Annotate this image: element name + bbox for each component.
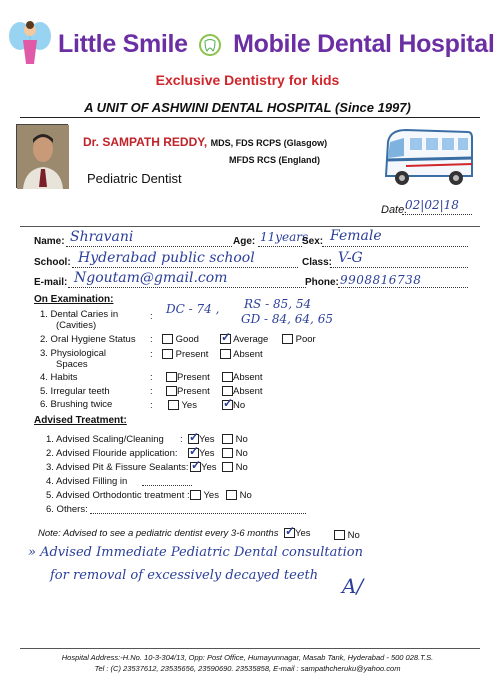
scaling-yes-checkbox[interactable]	[188, 434, 199, 444]
sex-label: Sex:	[302, 236, 324, 247]
sex-value: Female	[330, 228, 382, 244]
caries-colon: :	[150, 311, 153, 322]
sex-line	[322, 246, 468, 247]
pit-label: 3. Advised Pit & Fissure Sealants:	[46, 462, 189, 473]
footer-address: Hospital Address:-H.No. 10-3-304/13, Opp: Post Office, Humayunnagar, Masab Tank, Hyderabad - 500 028.T.S.	[61, 653, 434, 662]
irregular-present-label: Present	[177, 386, 210, 397]
tooth-logo-icon	[198, 34, 222, 56]
filling-line	[142, 485, 192, 486]
remark-line-2: for removal of excessively decayed teeth	[50, 568, 319, 583]
doctor-specialty: Pediatric Dentist	[87, 171, 182, 186]
brushing-colon: :	[150, 400, 153, 411]
email-value: Ngoutam@gmail.com	[74, 270, 228, 286]
doctor-degrees-1: MDS, FDS RCPS (Glasgow)	[210, 138, 328, 148]
school-value: Hyderabad public school	[78, 250, 255, 266]
hygiene-average-checkbox[interactable]	[220, 334, 231, 344]
brushing-option-no[interactable]	[222, 400, 245, 411]
hygiene-option-good[interactable]	[162, 334, 199, 345]
caries-sub: (Cavities)	[56, 320, 97, 331]
spaces-present-checkbox[interactable]	[162, 349, 173, 359]
habits-present-label: Present	[177, 372, 210, 383]
filling-label: 4. Advised Filling in	[46, 476, 128, 487]
irregular-colon: :	[150, 386, 153, 397]
scaling-yes-label: Yes	[199, 434, 215, 445]
pit-yes-checkbox[interactable]	[190, 462, 201, 472]
others-label: 6. Others:	[46, 504, 88, 515]
hygiene-option-average[interactable]	[220, 334, 268, 345]
subtitle: Exclusive Dentistry for kids	[155, 72, 340, 88]
ortho-label: 5. Advised Orthodontic treatment :	[46, 490, 190, 501]
age-line	[258, 246, 302, 247]
irregular-label: 5. Irregular teeth	[40, 386, 110, 397]
spaces-absent-checkbox[interactable]	[220, 349, 231, 359]
brushing-yes-label: Yes	[181, 400, 197, 411]
habits-present-checkbox[interactable]	[166, 372, 177, 382]
irregular-absent-checkbox[interactable]	[222, 386, 233, 396]
irregular-present-checkbox[interactable]	[166, 386, 177, 396]
brushing-yes-checkbox[interactable]	[168, 400, 179, 410]
pit-yes-label: Yes	[201, 462, 217, 473]
ortho-yes-checkbox[interactable]	[190, 490, 201, 500]
footer-contact: Tel : (C) 23537612, 23535656, 23590690. 23535858, E-mail : sampathcheruku@yahoo.com	[94, 664, 401, 673]
scaling-label: 1. Advised Scaling/Cleaning	[46, 434, 164, 445]
age-label: Age:	[233, 236, 256, 247]
brushing-no-label: No	[233, 400, 246, 411]
caries-note-3: GD - 84, 64, 65	[241, 312, 333, 326]
habits-option-present[interactable]	[166, 372, 210, 383]
spaces-present-label: Present	[175, 349, 209, 360]
header-divider	[20, 117, 480, 118]
note-option-yes[interactable]	[284, 528, 311, 539]
irregular-option-absent[interactable]	[222, 386, 263, 397]
name-value: Shravani	[70, 229, 134, 245]
date-underline	[402, 214, 472, 215]
pit-option-yes[interactable]	[190, 462, 217, 473]
scaling-no-label: No	[235, 434, 248, 445]
others-line	[90, 513, 306, 514]
fluoride-yes-checkbox[interactable]	[188, 448, 199, 458]
note-option-no[interactable]	[334, 530, 360, 541]
name-label: Name:	[34, 236, 65, 247]
hygiene-average-label: Average	[233, 334, 269, 345]
pit-option-no[interactable]	[222, 462, 248, 473]
hygiene-option-poor[interactable]	[282, 334, 316, 345]
title-left: Little Smile	[58, 30, 188, 58]
fluoride-option-yes[interactable]	[188, 448, 215, 459]
fluoride-option-no[interactable]	[222, 448, 248, 459]
irregular-option-present[interactable]	[166, 386, 210, 397]
scaling-colon: :	[180, 434, 183, 445]
caries-note-2: RS - 85, 54	[244, 297, 312, 311]
phone-value: 9908816738	[340, 273, 422, 287]
note-no-label: No	[347, 530, 360, 541]
name-line	[66, 246, 232, 247]
remark-line-1: » Advised Immediate Pediatric Dental consultation	[28, 545, 363, 560]
date-label: Date:	[381, 204, 408, 216]
phone-label: Phone:	[305, 277, 339, 288]
spaces-option-absent[interactable]	[220, 349, 263, 360]
habits-option-absent[interactable]	[222, 372, 263, 383]
class-line	[330, 267, 468, 268]
doctor-name-text: Dr. SAMPATH REDDY,	[83, 135, 208, 149]
habits-absent-checkbox[interactable]	[222, 372, 233, 382]
pit-no-checkbox[interactable]	[222, 462, 233, 472]
caries-label: 1. Dental Caries in	[40, 309, 119, 320]
ortho-option-no[interactable]	[226, 490, 252, 501]
ortho-option-yes[interactable]	[190, 490, 219, 501]
hygiene-label: 2. Oral Hygiene Status	[40, 334, 136, 345]
spaces-absent-label: Absent	[233, 349, 263, 360]
brushing-option-yes[interactable]	[168, 400, 197, 411]
brushing-no-checkbox[interactable]	[222, 400, 233, 410]
fluoride-no-checkbox[interactable]	[222, 448, 233, 458]
fairy-logo-icon	[6, 18, 56, 70]
note-no-checkbox[interactable]	[334, 530, 345, 540]
hygiene-poor-checkbox[interactable]	[282, 334, 293, 344]
examination-title: On Examination:	[34, 294, 114, 305]
hygiene-poor-label: Poor	[295, 334, 316, 345]
hygiene-good-checkbox[interactable]	[162, 334, 173, 344]
irregular-absent-label: Absent	[233, 386, 263, 397]
class-value: V-G	[338, 250, 363, 266]
hospital-title	[58, 30, 495, 59]
school-label: School:	[34, 257, 71, 268]
habits-label: 4. Habits	[40, 372, 78, 383]
doctor-photo	[16, 124, 68, 188]
hygiene-colon: :	[150, 334, 153, 345]
spaces-sub: Spaces	[56, 359, 88, 370]
habits-absent-label: Absent	[233, 372, 263, 383]
ortho-yes-label: Yes	[203, 490, 219, 501]
spaces-colon: :	[150, 349, 153, 360]
school-line	[72, 267, 298, 268]
email-label: E-mail:	[34, 277, 68, 288]
ortho-no-checkbox[interactable]	[226, 490, 237, 500]
note-yes-label: Yes	[295, 528, 311, 539]
scaling-option-no[interactable]	[222, 434, 248, 445]
hygiene-good-label: Good	[175, 334, 199, 345]
fluoride-label: 2. Advised Flouride application:	[46, 448, 178, 459]
doctor-degrees-2: MFDS RCS (England)	[229, 155, 320, 165]
footer-divider	[20, 648, 480, 649]
email-line	[68, 287, 306, 288]
class-label: Class:	[302, 257, 333, 268]
phone-line	[338, 287, 468, 288]
habits-colon: :	[150, 372, 153, 383]
fluoride-no-label: No	[235, 448, 248, 459]
mobile-dental-bus-icon	[376, 122, 476, 190]
caries-note-1: DC - 74 ,	[166, 302, 220, 316]
fluoride-yes-label: Yes	[199, 448, 215, 459]
ortho-no-label: No	[239, 490, 252, 501]
scaling-option-yes[interactable]	[188, 434, 215, 445]
doctor-name	[83, 135, 327, 149]
date-value: 02|02|18	[405, 198, 459, 212]
spaces-option-present[interactable]	[162, 349, 208, 360]
unit-line: A UNIT OF ASHWINI DENTAL HOSPITAL (Since 1997)	[84, 100, 411, 115]
signature: A/	[342, 574, 364, 598]
title-right: Mobile Dental Hospital	[233, 30, 495, 58]
pit-no-label: No	[235, 462, 248, 473]
treatment-title: Advised Treatment:	[34, 415, 127, 426]
spaces-label: 3. Physiological	[40, 348, 107, 359]
age-value: 11years	[260, 230, 309, 244]
note-text: Note: Advised to see a pediatric dentist every 3-6 months	[38, 528, 279, 539]
note-yes-checkbox[interactable]	[284, 528, 295, 538]
scaling-no-checkbox[interactable]	[222, 434, 233, 444]
doctor-divider	[20, 226, 480, 227]
brushing-label: 6. Brushing twice	[40, 399, 113, 410]
doctor-portrait-icon	[17, 125, 69, 189]
